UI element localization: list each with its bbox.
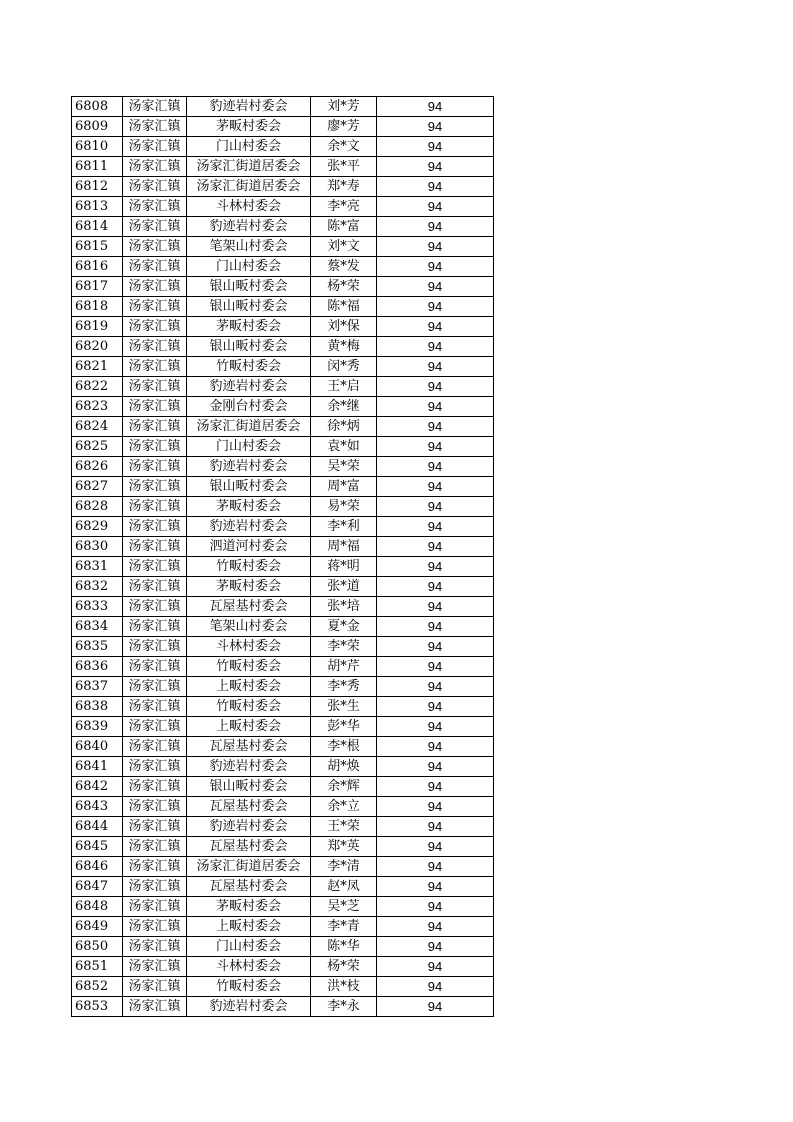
table-row xyxy=(72,757,494,777)
table-row xyxy=(72,477,494,497)
table-row xyxy=(72,577,494,597)
row-number-cell: 6822 xyxy=(72,377,123,397)
table-row xyxy=(72,537,494,557)
village-committee-cell: 银山畈村委会 xyxy=(187,277,311,297)
table-row xyxy=(72,317,494,337)
table-row xyxy=(72,437,494,457)
town-cell: 汤家汇镇 xyxy=(123,897,187,917)
row-number-cell: 6853 xyxy=(72,997,123,1017)
row-number-cell: 6815 xyxy=(72,237,123,257)
score-cell: 94 xyxy=(377,197,494,217)
person-name-cell: 李*青 xyxy=(311,917,377,937)
row-number-cell: 6837 xyxy=(72,677,123,697)
table-row xyxy=(72,217,494,237)
table-row xyxy=(72,817,494,837)
person-name-cell: 胡*焕 xyxy=(311,757,377,777)
town-cell: 汤家汇镇 xyxy=(123,957,187,977)
person-name-cell: 周*富 xyxy=(311,477,377,497)
score-cell: 94 xyxy=(377,997,494,1017)
person-name-cell: 蒋*明 xyxy=(311,557,377,577)
score-cell: 94 xyxy=(377,677,494,697)
table-row xyxy=(72,837,494,857)
score-cell: 94 xyxy=(377,957,494,977)
score-cell: 94 xyxy=(377,277,494,297)
row-number-cell: 6839 xyxy=(72,717,123,737)
row-number-cell: 6808 xyxy=(72,97,123,117)
person-name-cell: 廖*芳 xyxy=(311,117,377,137)
row-number-cell: 6830 xyxy=(72,537,123,557)
person-name-cell: 徐*炳 xyxy=(311,417,377,437)
table-row xyxy=(72,237,494,257)
person-name-cell: 袁*如 xyxy=(311,437,377,457)
row-number-cell: 6818 xyxy=(72,297,123,317)
town-cell: 汤家汇镇 xyxy=(123,977,187,997)
person-name-cell: 张*道 xyxy=(311,577,377,597)
score-cell: 94 xyxy=(377,457,494,477)
score-cell: 94 xyxy=(377,357,494,377)
person-name-cell: 吴*荣 xyxy=(311,457,377,477)
village-committee-cell: 泗道河村委会 xyxy=(187,537,311,557)
score-cell: 94 xyxy=(377,297,494,317)
table-row xyxy=(72,717,494,737)
person-name-cell: 杨*荣 xyxy=(311,277,377,297)
table-row xyxy=(72,917,494,937)
score-cell: 94 xyxy=(377,617,494,637)
person-name-cell: 李*根 xyxy=(311,737,377,757)
person-name-cell: 李*荣 xyxy=(311,637,377,657)
village-committee-cell: 笔架山村委会 xyxy=(187,237,311,257)
row-number-cell: 6846 xyxy=(72,857,123,877)
village-committee-cell: 竹畈村委会 xyxy=(187,357,311,377)
score-cell: 94 xyxy=(377,417,494,437)
village-committee-cell: 豹迹岩村委会 xyxy=(187,97,311,117)
table-row xyxy=(72,517,494,537)
row-number-cell: 6823 xyxy=(72,397,123,417)
village-committee-cell: 茅畈村委会 xyxy=(187,497,311,517)
row-number-cell: 6825 xyxy=(72,437,123,457)
person-name-cell: 余*文 xyxy=(311,137,377,157)
table-row xyxy=(72,117,494,137)
row-number-cell: 6820 xyxy=(72,337,123,357)
score-cell: 94 xyxy=(377,177,494,197)
town-cell: 汤家汇镇 xyxy=(123,817,187,837)
table-row xyxy=(72,777,494,797)
row-number-cell: 6833 xyxy=(72,597,123,617)
person-name-cell: 刘*保 xyxy=(311,317,377,337)
village-committee-cell: 豹迹岩村委会 xyxy=(187,457,311,477)
town-cell: 汤家汇镇 xyxy=(123,517,187,537)
score-cell: 94 xyxy=(377,117,494,137)
village-committee-cell: 银山畈村委会 xyxy=(187,477,311,497)
row-number-cell: 6817 xyxy=(72,277,123,297)
town-cell: 汤家汇镇 xyxy=(123,497,187,517)
village-committee-cell: 门山村委会 xyxy=(187,137,311,157)
records-table-body xyxy=(72,97,494,1017)
score-cell: 94 xyxy=(377,557,494,577)
row-number-cell: 6852 xyxy=(72,977,123,997)
person-name-cell: 吴*芝 xyxy=(311,897,377,917)
village-committee-cell: 银山畈村委会 xyxy=(187,777,311,797)
village-committee-cell: 豹迹岩村委会 xyxy=(187,757,311,777)
table-row xyxy=(72,897,494,917)
table-row xyxy=(72,937,494,957)
row-number-cell: 6831 xyxy=(72,557,123,577)
score-cell: 94 xyxy=(377,517,494,537)
town-cell: 汤家汇镇 xyxy=(123,157,187,177)
score-cell: 94 xyxy=(377,577,494,597)
person-name-cell: 蔡*发 xyxy=(311,257,377,277)
table-row xyxy=(72,417,494,437)
table-row xyxy=(72,797,494,817)
score-cell: 94 xyxy=(377,937,494,957)
score-cell: 94 xyxy=(377,337,494,357)
person-name-cell: 赵*凤 xyxy=(311,877,377,897)
town-cell: 汤家汇镇 xyxy=(123,537,187,557)
score-cell: 94 xyxy=(377,537,494,557)
person-name-cell: 胡*芹 xyxy=(311,657,377,677)
row-number-cell: 6813 xyxy=(72,197,123,217)
score-cell: 94 xyxy=(377,877,494,897)
table-row xyxy=(72,97,494,117)
table-row xyxy=(72,357,494,377)
town-cell: 汤家汇镇 xyxy=(123,997,187,1017)
village-committee-cell: 豹迹岩村委会 xyxy=(187,377,311,397)
village-committee-cell: 上畈村委会 xyxy=(187,677,311,697)
town-cell: 汤家汇镇 xyxy=(123,637,187,657)
town-cell: 汤家汇镇 xyxy=(123,117,187,137)
row-number-cell: 6851 xyxy=(72,957,123,977)
row-number-cell: 6827 xyxy=(72,477,123,497)
town-cell: 汤家汇镇 xyxy=(123,477,187,497)
score-cell: 94 xyxy=(377,317,494,337)
village-committee-cell: 瓦屋基村委会 xyxy=(187,797,311,817)
village-committee-cell: 门山村委会 xyxy=(187,257,311,277)
table-row xyxy=(72,177,494,197)
row-number-cell: 6848 xyxy=(72,897,123,917)
town-cell: 汤家汇镇 xyxy=(123,297,187,317)
row-number-cell: 6816 xyxy=(72,257,123,277)
table-row xyxy=(72,257,494,277)
row-number-cell: 6849 xyxy=(72,917,123,937)
person-name-cell: 彭*华 xyxy=(311,717,377,737)
table-row xyxy=(72,277,494,297)
town-cell: 汤家汇镇 xyxy=(123,137,187,157)
village-committee-cell: 汤家汇街道居委会 xyxy=(187,177,311,197)
score-cell: 94 xyxy=(377,637,494,657)
town-cell: 汤家汇镇 xyxy=(123,317,187,337)
score-cell: 94 xyxy=(377,257,494,277)
village-committee-cell: 竹畈村委会 xyxy=(187,657,311,677)
table-row xyxy=(72,337,494,357)
table-row xyxy=(72,877,494,897)
person-name-cell: 刘*文 xyxy=(311,237,377,257)
table-row xyxy=(72,597,494,617)
town-cell: 汤家汇镇 xyxy=(123,917,187,937)
person-name-cell: 张*生 xyxy=(311,697,377,717)
village-committee-cell: 瓦屋基村委会 xyxy=(187,837,311,857)
table-row xyxy=(72,657,494,677)
village-committee-cell: 笔架山村委会 xyxy=(187,617,311,637)
person-name-cell: 陈*福 xyxy=(311,297,377,317)
row-number-cell: 6809 xyxy=(72,117,123,137)
village-committee-cell: 茅畈村委会 xyxy=(187,317,311,337)
row-number-cell: 6835 xyxy=(72,637,123,657)
person-name-cell: 郑*寿 xyxy=(311,177,377,197)
person-name-cell: 李*利 xyxy=(311,517,377,537)
score-cell: 94 xyxy=(377,897,494,917)
row-number-cell: 6838 xyxy=(72,697,123,717)
row-number-cell: 6828 xyxy=(72,497,123,517)
town-cell: 汤家汇镇 xyxy=(123,877,187,897)
row-number-cell: 6832 xyxy=(72,577,123,597)
village-committee-cell: 门山村委会 xyxy=(187,937,311,957)
person-name-cell: 闵*秀 xyxy=(311,357,377,377)
row-number-cell: 6842 xyxy=(72,777,123,797)
person-name-cell: 易*荣 xyxy=(311,497,377,517)
score-cell: 94 xyxy=(377,717,494,737)
village-committee-cell: 瓦屋基村委会 xyxy=(187,877,311,897)
town-cell: 汤家汇镇 xyxy=(123,697,187,717)
score-cell: 94 xyxy=(377,217,494,237)
score-cell: 94 xyxy=(377,237,494,257)
score-cell: 94 xyxy=(377,737,494,757)
row-number-cell: 6847 xyxy=(72,877,123,897)
person-name-cell: 陈*富 xyxy=(311,217,377,237)
town-cell: 汤家汇镇 xyxy=(123,837,187,857)
score-cell: 94 xyxy=(377,757,494,777)
table-row xyxy=(72,497,494,517)
table-row xyxy=(72,857,494,877)
town-cell: 汤家汇镇 xyxy=(123,657,187,677)
town-cell: 汤家汇镇 xyxy=(123,237,187,257)
score-cell: 94 xyxy=(377,917,494,937)
village-committee-cell: 上畈村委会 xyxy=(187,717,311,737)
village-committee-cell: 瓦屋基村委会 xyxy=(187,597,311,617)
village-committee-cell: 金刚台村委会 xyxy=(187,397,311,417)
town-cell: 汤家汇镇 xyxy=(123,437,187,457)
person-name-cell: 李*清 xyxy=(311,857,377,877)
score-cell: 94 xyxy=(377,377,494,397)
town-cell: 汤家汇镇 xyxy=(123,457,187,477)
table-row xyxy=(72,157,494,177)
person-name-cell: 杨*荣 xyxy=(311,957,377,977)
table-row xyxy=(72,377,494,397)
table-row xyxy=(72,457,494,477)
person-name-cell: 余*辉 xyxy=(311,777,377,797)
score-cell: 94 xyxy=(377,857,494,877)
row-number-cell: 6829 xyxy=(72,517,123,537)
person-name-cell: 王*启 xyxy=(311,377,377,397)
table-row xyxy=(72,677,494,697)
row-number-cell: 6811 xyxy=(72,157,123,177)
town-cell: 汤家汇镇 xyxy=(123,737,187,757)
town-cell: 汤家汇镇 xyxy=(123,677,187,697)
town-cell: 汤家汇镇 xyxy=(123,257,187,277)
score-cell: 94 xyxy=(377,777,494,797)
score-cell: 94 xyxy=(377,477,494,497)
town-cell: 汤家汇镇 xyxy=(123,97,187,117)
row-number-cell: 6814 xyxy=(72,217,123,237)
row-number-cell: 6844 xyxy=(72,817,123,837)
row-number-cell: 6834 xyxy=(72,617,123,637)
row-number-cell: 6843 xyxy=(72,797,123,817)
town-cell: 汤家汇镇 xyxy=(123,177,187,197)
village-committee-cell: 茅畈村委会 xyxy=(187,577,311,597)
score-cell: 94 xyxy=(377,697,494,717)
row-number-cell: 6850 xyxy=(72,937,123,957)
score-cell: 94 xyxy=(377,817,494,837)
town-cell: 汤家汇镇 xyxy=(123,617,187,637)
score-cell: 94 xyxy=(377,397,494,417)
town-cell: 汤家汇镇 xyxy=(123,717,187,737)
table-row xyxy=(72,697,494,717)
person-name-cell: 张*平 xyxy=(311,157,377,177)
table-row xyxy=(72,617,494,637)
score-cell: 94 xyxy=(377,497,494,517)
village-committee-cell: 竹畈村委会 xyxy=(187,697,311,717)
score-cell: 94 xyxy=(377,597,494,617)
row-number-cell: 6826 xyxy=(72,457,123,477)
village-committee-cell: 银山畈村委会 xyxy=(187,337,311,357)
score-cell: 94 xyxy=(377,977,494,997)
table-row xyxy=(72,297,494,317)
person-name-cell: 李*永 xyxy=(311,997,377,1017)
row-number-cell: 6840 xyxy=(72,737,123,757)
village-committee-cell: 汤家汇街道居委会 xyxy=(187,157,311,177)
row-number-cell: 6819 xyxy=(72,317,123,337)
score-cell: 94 xyxy=(377,137,494,157)
village-committee-cell: 上畈村委会 xyxy=(187,917,311,937)
row-number-cell: 6845 xyxy=(72,837,123,857)
row-number-cell: 6821 xyxy=(72,357,123,377)
row-number-cell: 6810 xyxy=(72,137,123,157)
table-row xyxy=(72,197,494,217)
person-name-cell: 黄*梅 xyxy=(311,337,377,357)
village-committee-cell: 银山畈村委会 xyxy=(187,297,311,317)
town-cell: 汤家汇镇 xyxy=(123,757,187,777)
town-cell: 汤家汇镇 xyxy=(123,597,187,617)
table-row xyxy=(72,637,494,657)
village-committee-cell: 竹畈村委会 xyxy=(187,557,311,577)
village-committee-cell: 竹畈村委会 xyxy=(187,977,311,997)
town-cell: 汤家汇镇 xyxy=(123,337,187,357)
village-committee-cell: 斗林村委会 xyxy=(187,197,311,217)
town-cell: 汤家汇镇 xyxy=(123,357,187,377)
person-name-cell: 余*立 xyxy=(311,797,377,817)
village-committee-cell: 汤家汇街道居委会 xyxy=(187,857,311,877)
row-number-cell: 6836 xyxy=(72,657,123,677)
person-name-cell: 周*福 xyxy=(311,537,377,557)
village-committee-cell: 茅畈村委会 xyxy=(187,897,311,917)
score-cell: 94 xyxy=(377,797,494,817)
town-cell: 汤家汇镇 xyxy=(123,857,187,877)
village-committee-cell: 豹迹岩村委会 xyxy=(187,517,311,537)
row-number-cell: 6812 xyxy=(72,177,123,197)
person-name-cell: 郑*英 xyxy=(311,837,377,857)
score-cell: 94 xyxy=(377,97,494,117)
table-row xyxy=(72,997,494,1017)
table-row xyxy=(72,977,494,997)
town-cell: 汤家汇镇 xyxy=(123,557,187,577)
person-name-cell: 陈*华 xyxy=(311,937,377,957)
village-committee-cell: 斗林村委会 xyxy=(187,637,311,657)
village-committee-cell: 豹迹岩村委会 xyxy=(187,817,311,837)
town-cell: 汤家汇镇 xyxy=(123,197,187,217)
table-row xyxy=(72,957,494,977)
village-committee-cell: 豹迹岩村委会 xyxy=(187,997,311,1017)
person-name-cell: 余*继 xyxy=(311,397,377,417)
village-committee-cell: 汤家汇街道居委会 xyxy=(187,417,311,437)
person-name-cell: 张*培 xyxy=(311,597,377,617)
score-cell: 94 xyxy=(377,157,494,177)
town-cell: 汤家汇镇 xyxy=(123,937,187,957)
village-committee-cell: 豹迹岩村委会 xyxy=(187,217,311,237)
score-cell: 94 xyxy=(377,837,494,857)
village-committee-cell: 瓦屋基村委会 xyxy=(187,737,311,757)
town-cell: 汤家汇镇 xyxy=(123,777,187,797)
score-cell: 94 xyxy=(377,657,494,677)
town-cell: 汤家汇镇 xyxy=(123,577,187,597)
person-name-cell: 李*亮 xyxy=(311,197,377,217)
person-name-cell: 李*秀 xyxy=(311,677,377,697)
table-row xyxy=(72,557,494,577)
person-name-cell: 洪*枝 xyxy=(311,977,377,997)
town-cell: 汤家汇镇 xyxy=(123,797,187,817)
village-committee-cell: 茅畈村委会 xyxy=(187,117,311,137)
records-table xyxy=(71,96,494,1017)
table-row xyxy=(72,737,494,757)
town-cell: 汤家汇镇 xyxy=(123,397,187,417)
town-cell: 汤家汇镇 xyxy=(123,417,187,437)
score-cell: 94 xyxy=(377,437,494,457)
village-committee-cell: 斗林村委会 xyxy=(187,957,311,977)
row-number-cell: 6824 xyxy=(72,417,123,437)
table-row xyxy=(72,137,494,157)
person-name-cell: 刘*芳 xyxy=(311,97,377,117)
town-cell: 汤家汇镇 xyxy=(123,277,187,297)
village-committee-cell: 门山村委会 xyxy=(187,437,311,457)
table-row xyxy=(72,397,494,417)
person-name-cell: 夏*金 xyxy=(311,617,377,637)
town-cell: 汤家汇镇 xyxy=(123,377,187,397)
town-cell: 汤家汇镇 xyxy=(123,217,187,237)
row-number-cell: 6841 xyxy=(72,757,123,777)
person-name-cell: 王*荣 xyxy=(311,817,377,837)
